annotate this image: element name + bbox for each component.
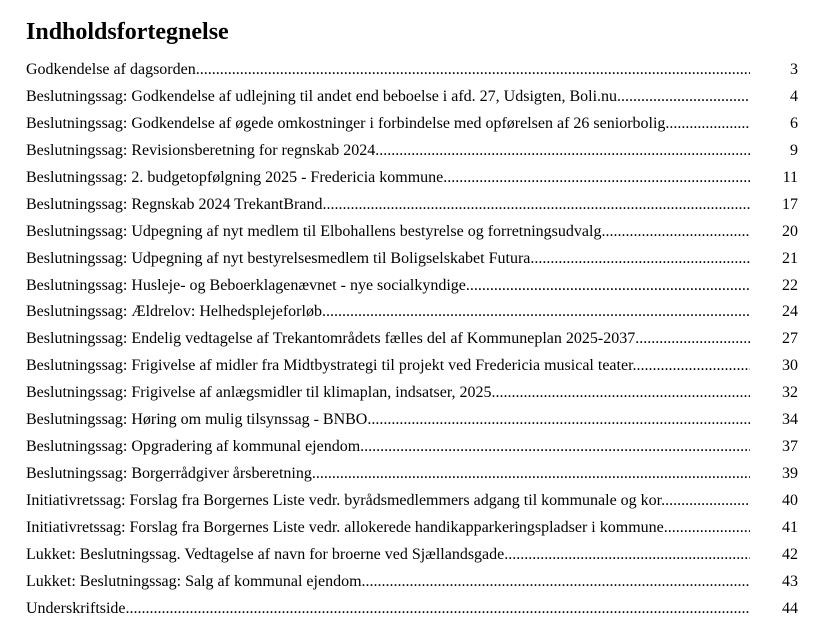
toc-entry[interactable] [26,381,806,408]
toc-entry-page: 32 [782,384,798,402]
toc-title: Indholdsfortegnelse [26,19,229,45]
toc-entry-text: Underskriftside ..... [26,597,750,621]
toc-entry[interactable] [26,570,806,597]
toc-entry-page: 39 [782,465,798,483]
toc-entry-text: Godkendelse af dagsorden ..... [26,58,750,82]
toc-entry[interactable] [26,220,806,247]
toc-entry-page: 3 [790,61,798,78]
toc-entry[interactable] [26,489,806,516]
toc-entry[interactable] [26,166,806,193]
toc-entry-text: Beslutningssag: Udpegning af nyt bestyrelsesmedlem til Boligselskabet Futura ..... [26,247,750,271]
toc-entry-page: 20 [782,222,798,240]
toc-entry-page: 40 [782,492,798,509]
toc-entry-text: Beslutningssag: Ældrelov: Helhedsplejeforløb ..... [26,300,750,324]
toc-entry-page: 44 [782,599,798,617]
toc-entry[interactable] [26,193,806,220]
toc-entry-page: 9 [790,141,798,159]
toc-entry-text: Beslutningssag: Frigivelse af anlægsmidler til klimaplan, indsatser, 2025 ..... [26,381,750,405]
toc-entry[interactable] [26,112,806,139]
toc-entry[interactable] [26,58,806,85]
toc-entry[interactable] [26,354,806,381]
toc-entry-text: Beslutningssag: Opgradering af kommunal ejendom ..... [26,435,750,459]
toc-entry[interactable] [26,462,806,489]
toc-entry-text: Initiativretssag: Forslag fra Borgernes Liste vedr. byrådsmedlemmers adgang til kommunale og kor ..... [26,489,750,513]
toc-entry[interactable] [26,327,806,354]
toc-entry-page: 24 [782,303,798,321]
toc-entry[interactable] [26,543,806,570]
toc-entry[interactable] [26,408,806,435]
toc-entry-text: Beslutningssag: Endelig vedtagelse af Trekantområdets fælles del af Kommuneplan 2025-2037 ..... [26,327,750,351]
toc-entry-text: Beslutningssag: Udpegning af nyt medlem til Elbohallens bestyrelse og forretningsudvalg ..... [26,220,750,244]
toc-entry-text: Beslutningssag: Godkendelse af øgede omkostninger i forbindelse med opførelsen af 26 seniorbolig ..... [26,112,750,136]
toc-entry[interactable] [26,300,806,327]
toc-entry-text: Beslutningssag: 2. budgetopfølgning 2025 - Fredericia kommune ..... [26,166,750,190]
toc-entry-page: 37 [782,438,798,456]
toc-entry-text: Lukket: Beslutningssag: Salg af kommunal ejendom ..... [26,570,750,594]
toc-entry-text: Beslutningssag: Husleje- og Beboerklagenævnet - nye socialkyndige ..... [26,274,750,298]
toc-entry-text: Beslutningssag: Regnskab 2024 TrekantBrand ..... [26,193,750,217]
toc-entry-text: Initiativretssag: Forslag fra Borgernes Liste vedr. allokerede handikapparkeringspladser i kommune ..... [26,516,750,540]
toc-entry-page: 41 [782,518,798,536]
toc-entry-text: Beslutningssag: Høring om mulig tilsynssag - BNBO ..... [26,408,750,432]
toc-entry[interactable] [26,85,806,112]
toc-entry-page: 22 [782,276,798,294]
toc-entry-page: 4 [790,87,798,105]
toc-entry-page: 21 [782,249,798,267]
toc-entry[interactable] [26,247,806,274]
toc-entry-page: 30 [782,357,798,375]
toc-entry-page: 34 [782,411,798,429]
toc-entry-text: Beslutningssag: Borgerrådgiver årsberetning ..... [26,462,750,486]
toc-entry-page: 17 [782,195,798,213]
toc-entry-text: Beslutningssag: Frigivelse af midler fra Midtbystrategi til projekt ved Fredericia musical teater ..... [26,354,750,378]
toc-entry-text: Beslutningssag: Godkendelse af udlejning til andet end beboelse i afd. 27, Udsigten, Boli.nu ..... [26,85,750,109]
toc-entry-page: 43 [782,572,798,590]
toc-entry-page: 27 [782,330,798,348]
toc-entry[interactable] [26,597,806,624]
toc-entry-text: Beslutningssag: Revisionsberetning for regnskab 2024 ..... [26,139,750,163]
toc-entry[interactable] [26,435,806,462]
toc-entry-page: 11 [782,168,798,186]
toc-entry-text: Lukket: Beslutningssag. Vedtagelse af navn for broerne ved Sjællandsgade ..... [26,543,750,567]
toc-list [26,58,806,624]
toc-entry-page: 42 [782,545,798,563]
toc-entry[interactable] [26,274,806,301]
toc-entry-page: 6 [790,114,798,132]
toc-entry[interactable] [26,139,806,166]
toc-entry[interactable] [26,516,806,543]
